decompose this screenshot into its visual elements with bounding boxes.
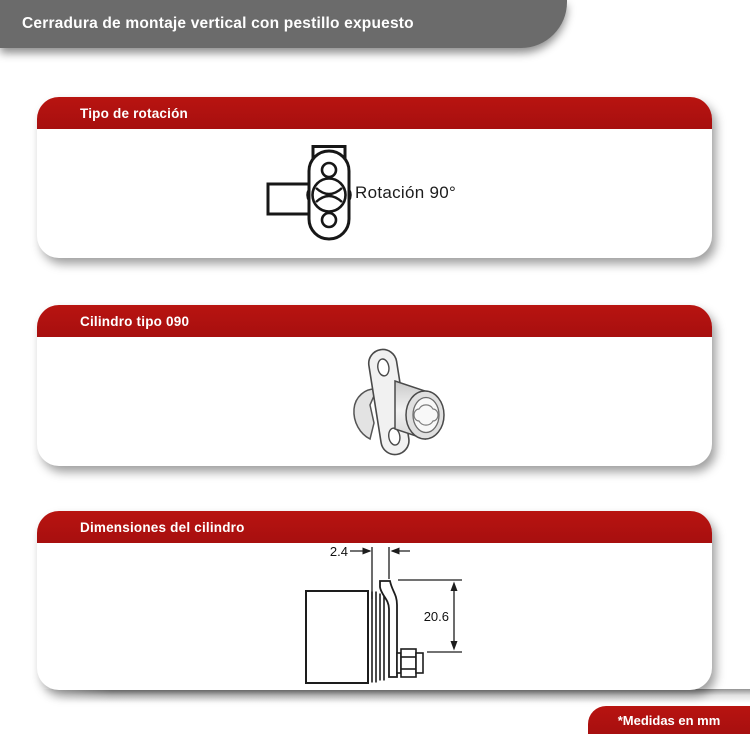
card-body (37, 337, 712, 466)
units-note: *Medidas en mm (617, 712, 721, 728)
card-title: Dimensiones del cilindro (80, 519, 245, 535)
latch-rect (268, 184, 310, 214)
page-bottom-shadow (42, 689, 750, 703)
cylinder-lock-3d-drawing (325, 343, 455, 461)
card-body (37, 543, 712, 690)
arrow-up (451, 582, 458, 592)
dim-label-cam-height: 20.6 (423, 609, 449, 624)
card-header (37, 97, 712, 129)
fastener-nut (397, 649, 423, 677)
arrow-left (391, 548, 400, 555)
card-tipo-de-rotacion (37, 97, 712, 258)
arrow-down (451, 641, 458, 651)
card-title: Cilindro tipo 090 (80, 313, 190, 329)
card-cilindro-tipo-090 (37, 305, 712, 466)
dim-label-cam-thickness: 2.4 (329, 544, 348, 559)
barrel-recess (413, 398, 439, 433)
card-dimensiones-del-cilindro (37, 511, 712, 690)
page-title-banner (0, 0, 567, 48)
page-title: Cerradura de montaje vertical con pestillo expuesto (22, 15, 414, 32)
card-title: Tipo de rotación (80, 105, 188, 121)
cylinder-side-dimensions-drawing (292, 539, 507, 691)
arrow-right (363, 548, 372, 555)
card-body (37, 129, 712, 258)
cylinder-rings (368, 592, 384, 683)
rotation-caption: Rotación 90° (355, 183, 457, 202)
units-note-banner (588, 706, 750, 734)
screw-hole-top (322, 163, 336, 177)
cylinder-body (306, 591, 368, 683)
card-header (37, 305, 712, 337)
screw-hole-bottom (322, 213, 336, 227)
bent-cam (380, 581, 397, 677)
